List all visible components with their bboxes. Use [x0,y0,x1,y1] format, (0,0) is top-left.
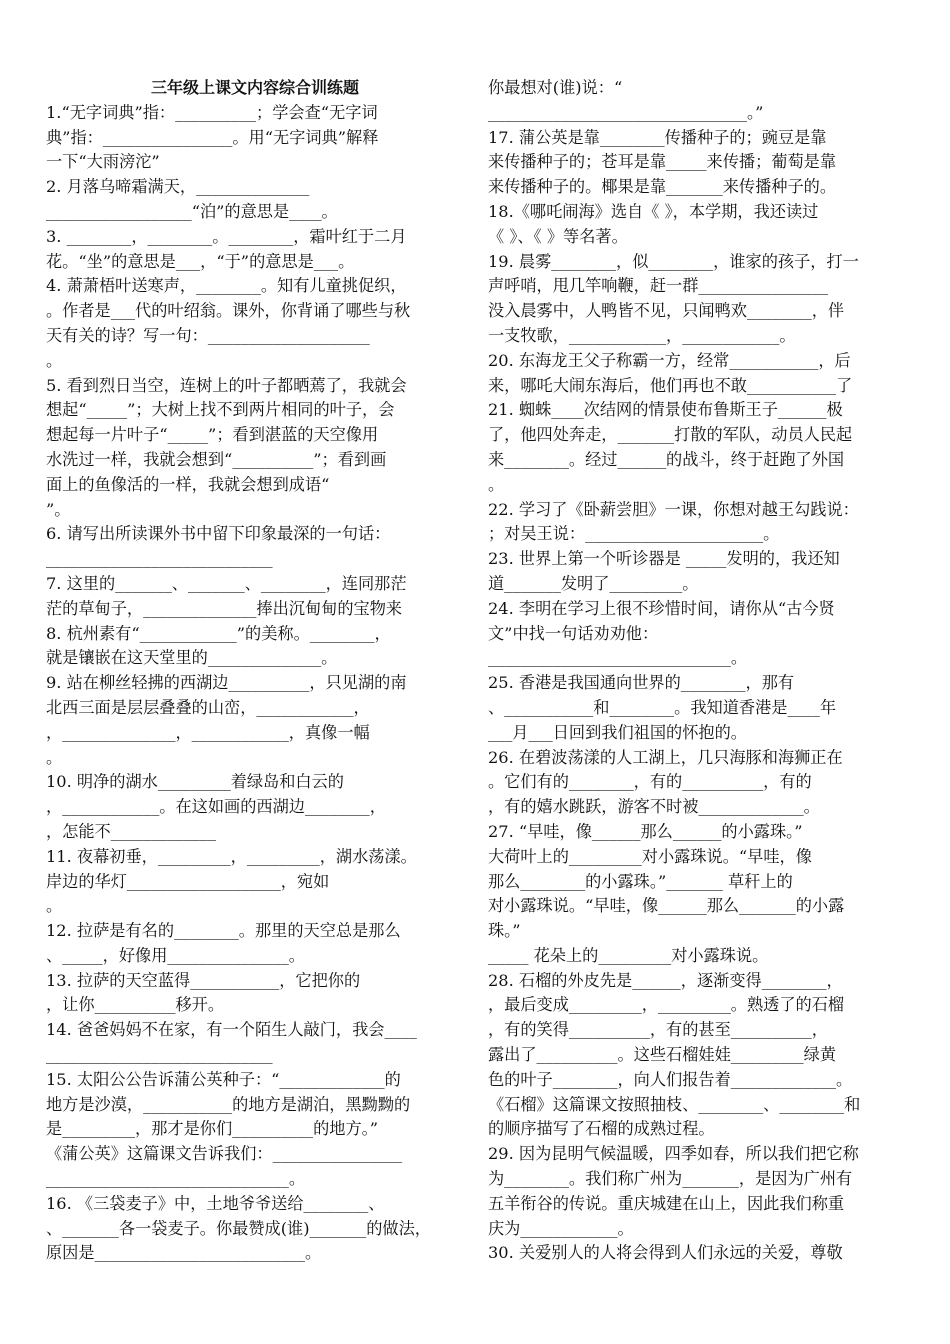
text-line: 对小露珠说。“早哇，像______那么_______的小露 [488,896,845,916]
text-line: 茫的草甸子，______________捧出沉甸甸的宝物来 [46,598,403,618]
text-line: 。 [46,896,63,916]
text-line: 道_______发明了_________。 [488,573,699,593]
text-line: ____________________________ [46,549,273,569]
text-line: 5. 看到烈日当空，连树上的叶子都晒蔫了，我就会 [46,375,407,395]
text-line: 23. 世界上第一个听诊器是 _____发明的，我还知 [488,549,840,569]
text-line: 、_____，好像用_______________。 [46,945,305,965]
text-line: ，有的笑得__________，有的甚至__________， [488,1020,828,1040]
text-line: 11. 夜幕初垂，_________，_________，湖水荡漾。 [46,846,417,866]
text-line: 为________。我们称广州为_______，是因为广州有 [488,1169,853,1189]
text-line: 28. 石榴的外皮先是______，逐渐变得________， [488,970,843,990]
text-line: 岸边的华灯___________________，宛如 [46,871,330,891]
text-line: 6. 请写出所读课外书中留下印象最深的一句话： [46,524,391,544]
text-line: 12. 拉萨是有名的________。那里的天空总是那么 [46,921,401,941]
text-line: 22. 学习了《卧薪尝胆》一课，你想对越王勾践说： [488,499,859,519]
text-line: 来传播种子的。椰果是靠_______来传播种子的。 [488,177,837,197]
text-line: ，让你__________移开。 [46,995,225,1015]
text-line: 10. 明净的湖水_________着绿岛和白云的 [46,772,344,792]
text-line: 15. 太阳公公告诉蒲公英种子：“_____________的 [46,1069,401,1089]
text-line: 声呼哨，甩几竿响鞭，赶一群________________ [488,276,828,296]
text-line: ；对吴王说：______________________。 [488,524,780,544]
text-line: 14. 爸爸妈妈不在家，有一个陌生人敲门，我会____ [46,1020,417,1040]
text-line: 25. 香港是我国通向世界的________，那有 [488,673,795,693]
text-line: 你最想对(谁)说：“ [488,78,623,97]
text-line: 露出了__________。这些石榴娃娃_________绿黄 [488,1045,837,1065]
text-line: 4. 萧萧梧叶送寒声，________。知有儿童挑促织， [46,276,407,296]
text-line: 原因是__________________________。 [46,1243,322,1263]
text-line: 珠。” [488,921,521,941]
text-line: 13. 拉萨的天空蓝得___________，它把你的 [46,970,361,990]
text-line: ，怎能不_____________ [46,821,216,841]
text-line: 就是镶嵌在这天堂里的______________。 [46,648,338,668]
text-line: 26. 在碧波荡漾的人工湖上，几只海豚和海狮正在 [488,747,843,767]
text-line: 天有关的诗？写一句：____________________ [46,325,370,345]
text-line: ，最后变成_________，_________。熟透了的石榴 [488,995,845,1015]
text-line: ，____________。在这如画的西湖边________， [46,797,386,817]
text-line: 19. 晨雾________，似________，谁家的孩子，打一 [488,251,859,271]
text-line: 文”中找一句话劝劝他： [488,623,659,643]
text-line: 想起“_____”；大树上找不到两片相同的叶子，会 [46,400,395,420]
text-line: 想起每一片叶子“_____”；看到湛蓝的天空像用 [46,425,379,445]
text-line: 18.《哪吒闹海》选自《 》，本学期，我还读过 [488,201,819,221]
text-line: 的顺序描写了石榴的成熟过程。 [488,1119,715,1139]
text-line: 是_________，那才是你们__________的地方。” [46,1119,379,1139]
text-line: 来传播种子的；苍耳是靠_____来传播；葡萄是靠 [488,152,837,172]
text-line: 典”指：________________。用“无字词典”解释 [46,127,379,147]
text-line: 2. 月落乌啼霜满天，______________ [46,177,310,197]
text-line: 17. 蒲公英是靠________传播种子的；豌豆是靠 [488,127,827,147]
text-line: 29. 因为昆明气候温暖，四季如春，所以我们把它称 [488,1144,859,1164]
text-line: 《 》、《 》等名著。 [488,226,628,246]
text-line: 面上的鱼像活的一样，我就会想到成语“ [46,474,330,494]
text-line: 30. 关爱别人的人将会得到人们永远的关爱，尊敬 [488,1243,843,1263]
text-line: 一下“大雨滂沱” [46,152,160,172]
text-line: 、___________和________。我知道香港是____年 [488,697,837,717]
text-line: ”。 [46,499,71,519]
text-line: ___月___日回到我们祖国的怀抱的。 [488,722,747,742]
text-line: 《蒲公英》这篇课文告诉我们：________________ [46,1144,403,1164]
text-line: 16. 《三袋麦子》中，土地爷爷送给________、 [46,1193,385,1213]
text-line: 、_______各一袋麦子。你最赞成(谁)_______的做法， [46,1218,431,1238]
text-line: 一支牧歌，____________，____________。 [488,325,796,345]
text-line: 水洗过一样，我就会想到“__________”；看到画 [46,449,387,469]
page-title: 三年级上课文内容综合训练题 [150,78,359,97]
text-line: 庆为____________。 [488,1218,634,1238]
text-line: ________________________________。” [488,102,764,122]
text-line: 27. “早哇，像______那么______的小露珠。” [488,821,803,841]
text-line: 色的叶子________，向人们报告着_____________。 [488,1069,853,1089]
text-line: 3. ________，________。________，霜叶红于二月 [46,226,407,246]
text-line: 。 [46,747,63,767]
text-line: 21. 蜘蛛____次结网的情景使布鲁斯王子______极 [488,400,843,420]
text-line: ______________________________。 [488,648,747,668]
text-line: 8. 杭州素有“____________”的美称。________， [46,623,391,643]
text-line: ____________________________ [46,1045,273,1065]
right-column [488,76,906,1266]
text-line: 没入晨雾中，人鸭皆不见，只闻鸭欢________，伴 [488,301,845,321]
text-line: 。 [488,474,505,494]
text-line: 北西三面是层层叠叠的山峦，____________， [46,697,370,717]
text-line: 《石榴》这篇课文按照抽枝、________、________和 [488,1094,861,1114]
text-line: ______________________________。 [46,1169,305,1189]
text-line: 7. 这里的_______、_______、________，连同那茫 [46,573,407,593]
text-line: 大荷叶上的_________对小露珠说。“早哇，像 [488,846,812,866]
text-line: ，有的嬉水跳跃，游客不时被_____________。 [488,797,820,817]
text-line: 。作者是___代的叶绍翁。课外，你背诵了哪些与秋 [46,301,411,321]
text-line: 五羊衔谷的传说。重庆城建在山上，因此我们称重 [488,1193,845,1213]
text-line: 9. 站在柳丝轻拂的西湖边__________，只见湖的南 [46,673,407,693]
text-line: 地方是沙漠，___________的地方是湖泊，黑黝黝的 [46,1094,411,1114]
text-line: 1.“无字词典”指：__________；学会查“无字词 [46,102,378,122]
text-line: 那么________的小露珠。”_______ 草秆上的 [488,871,793,891]
text-line: ，______________，____________，真像一幅 [46,722,370,742]
text-line: 。 [46,350,63,370]
left-column [46,76,464,1266]
text-line: 花。“坐”的意思是___，“于”的意思是___。 [46,251,355,271]
text-line: 20. 东海龙王父子称霸一方，经常___________，后 [488,350,851,370]
text-line: 来，哪吒大闹东海后，他们再也不敢___________了 [488,375,853,395]
text-line: __________________“泊”的意思是____。 [46,201,338,221]
text-line: 。它们有的________，有的__________，有的 [488,772,812,792]
text-line: 来________。经过______的战斗，终于赶跑了外国 [488,449,845,469]
text-line: _____ 花朵上的_________对小露珠说。 [488,945,769,965]
text-line: 24. 李明在学习上很不珍惜时间，请你从“古今贤 [488,598,835,618]
text-line: 了，他四处奔走，_______打散的军队，动员人民起 [488,425,853,445]
